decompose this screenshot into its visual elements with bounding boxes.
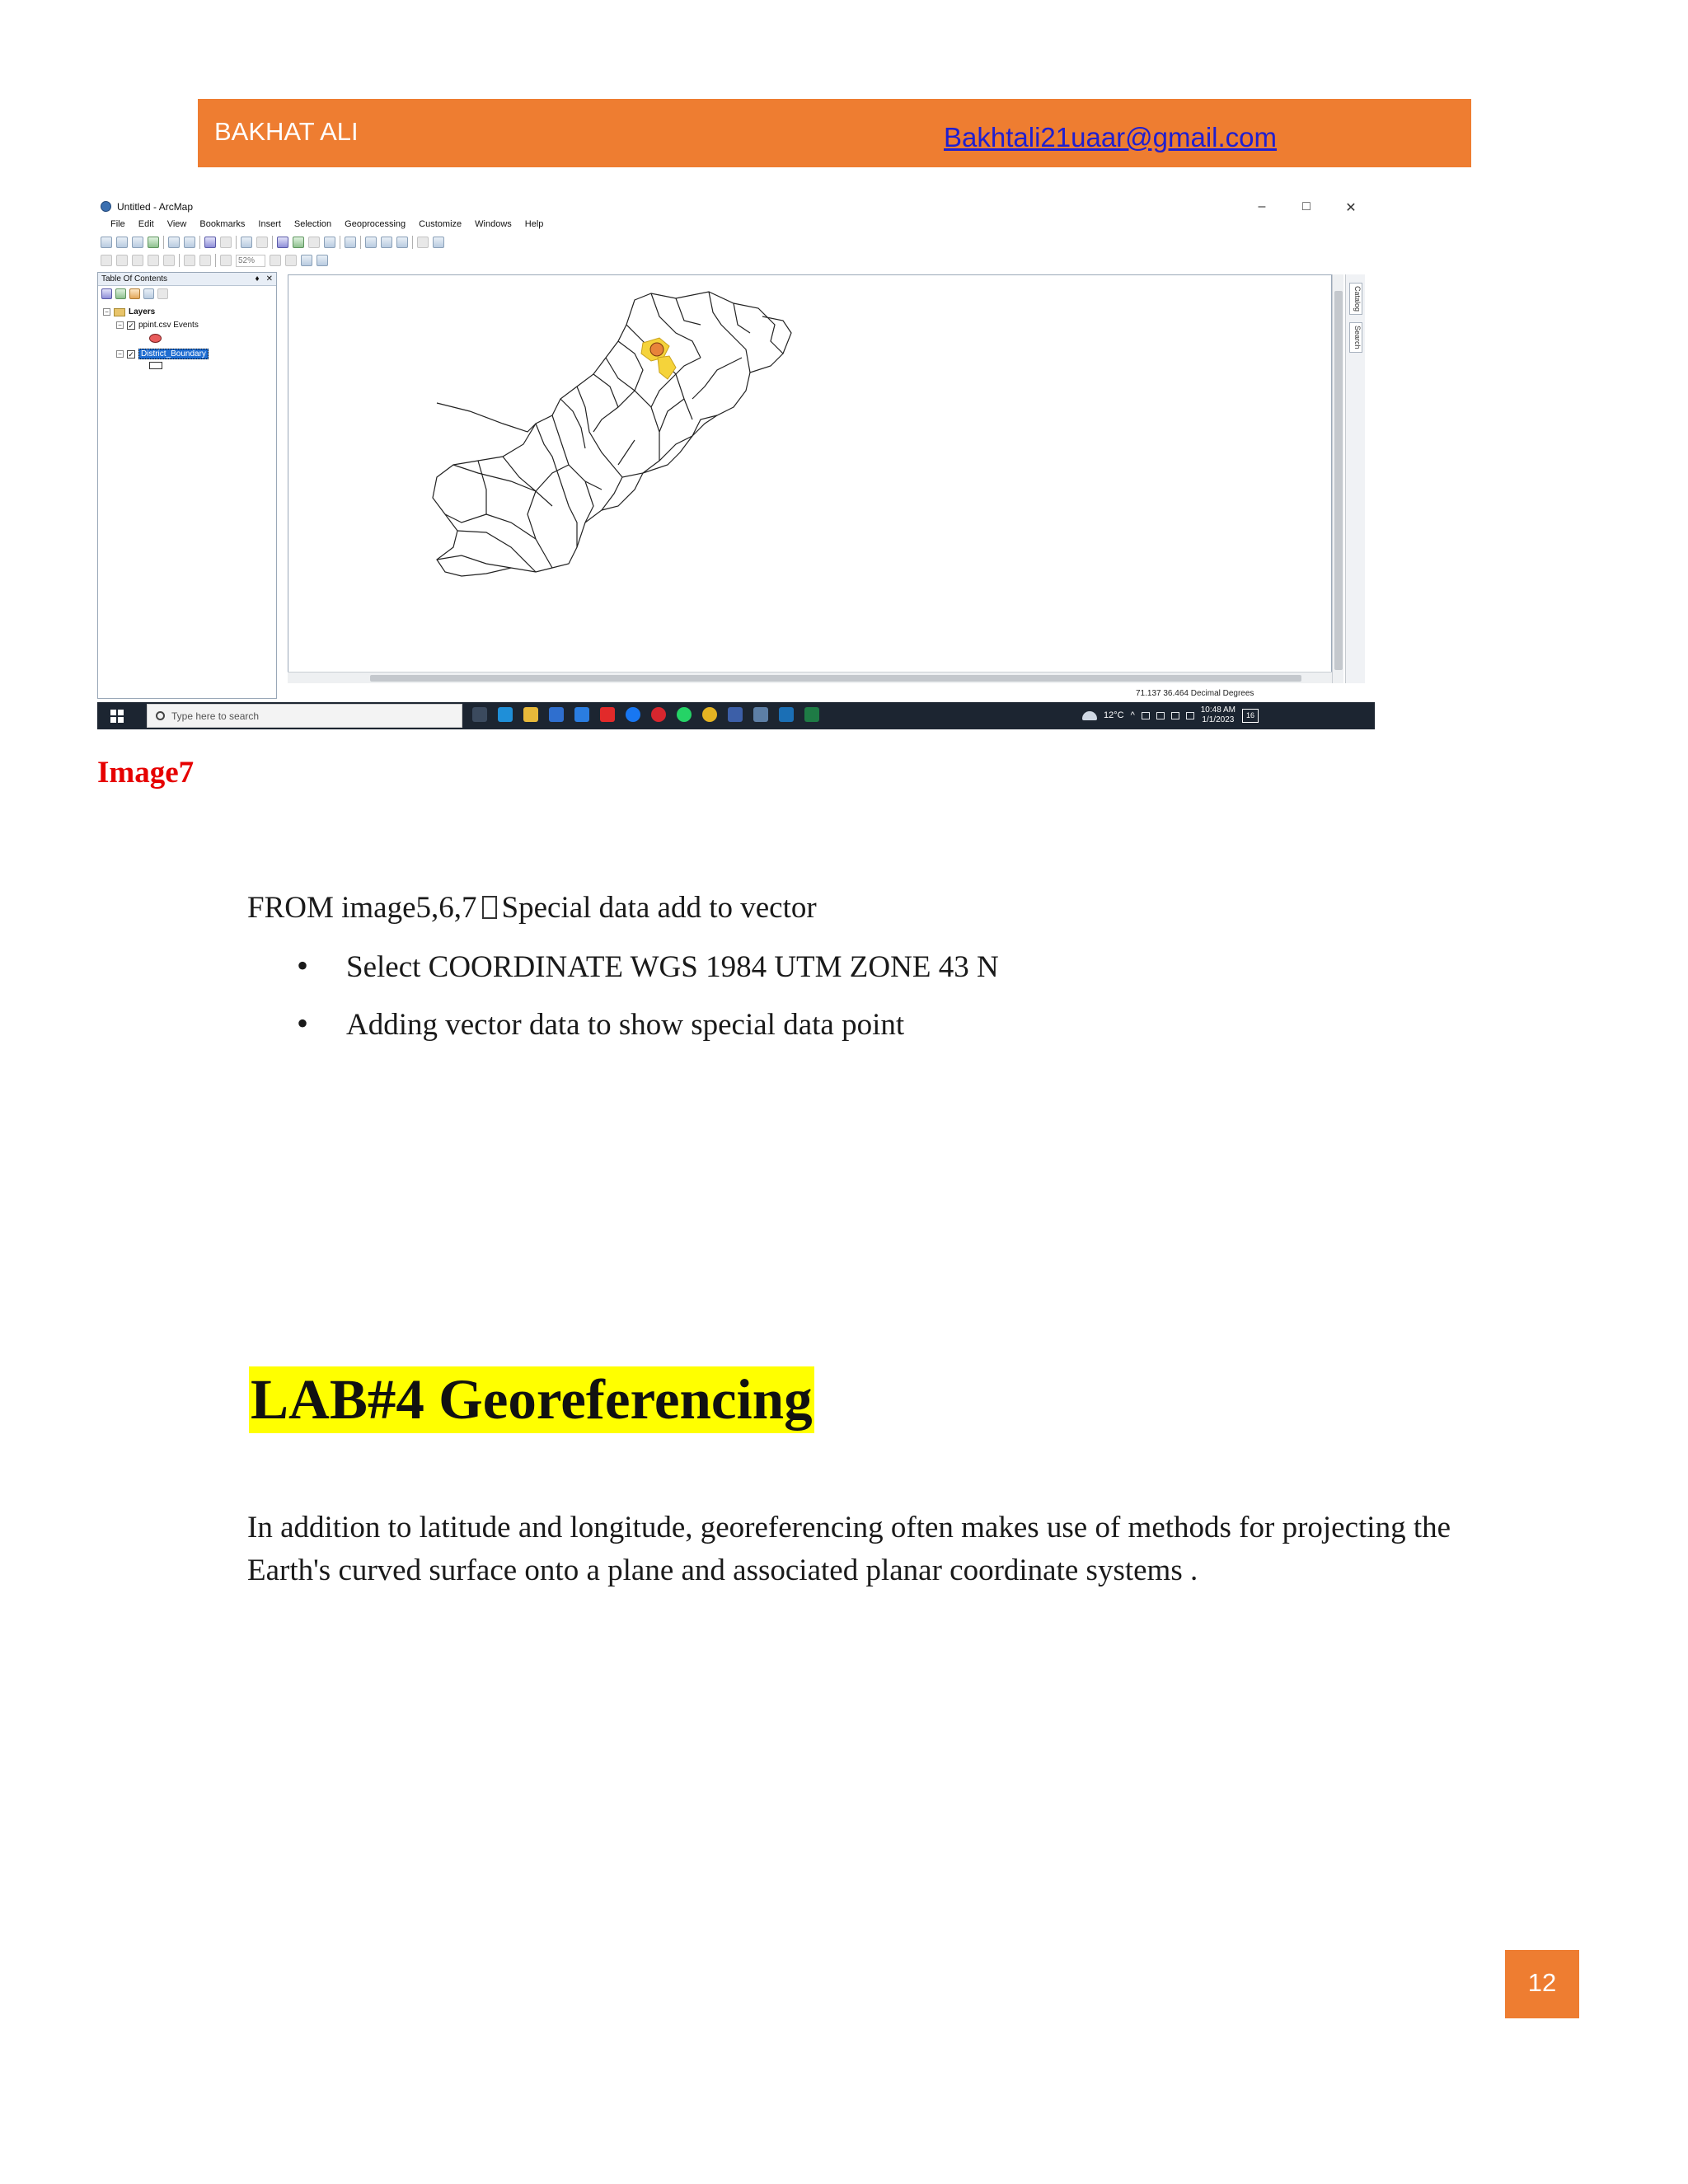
maximize-button[interactable]: □ xyxy=(1302,199,1311,213)
photos-icon[interactable] xyxy=(779,707,794,722)
catalog-tab[interactable]: Catalog xyxy=(1349,283,1362,315)
select-features-icon[interactable] xyxy=(241,237,252,248)
page-number-box xyxy=(1505,1950,1579,2018)
zoom-whole-page-icon[interactable] xyxy=(148,255,159,266)
table-of-contents-panel xyxy=(97,272,277,699)
word-app-icon[interactable] xyxy=(728,707,743,722)
list-by-source-icon[interactable] xyxy=(115,288,126,299)
focus-frame-icon[interactable] xyxy=(285,255,297,266)
bullet-dot-icon: • xyxy=(297,947,309,984)
scroll-thumb[interactable] xyxy=(1334,291,1343,670)
highlighted-districts xyxy=(641,338,676,379)
windows-taskbar xyxy=(97,702,1375,729)
edge-browser-icon[interactable] xyxy=(498,707,513,722)
map-vertical-scrollbar[interactable] xyxy=(1332,274,1343,683)
data-point-marker xyxy=(650,343,663,356)
weather-cloud-icon[interactable] xyxy=(1082,711,1097,720)
bullet-item: Select COORDINATE WGS 1984 UTM ZONE 43 N xyxy=(346,950,999,984)
bullet-item: Adding vector data to show special data point xyxy=(346,1008,905,1042)
header-email-link[interactable]: Bakhtali21uaar@gmail.com xyxy=(944,122,1278,152)
map-horizontal-scrollbar[interactable] xyxy=(288,672,1332,683)
temperature: 12°C xyxy=(1104,710,1124,720)
toc-title: Table Of Contents xyxy=(101,274,168,284)
find-route-icon[interactable] xyxy=(381,237,392,248)
toolbar-separator xyxy=(215,254,216,267)
toolbar-separator xyxy=(412,236,413,249)
fixed-zoom-out-icon[interactable] xyxy=(184,237,195,248)
time-slider-icon[interactable] xyxy=(417,237,429,248)
layout-zoom-in-icon[interactable] xyxy=(101,255,112,266)
menu-file[interactable]: File xyxy=(110,219,125,229)
previous-extent-icon[interactable] xyxy=(220,255,232,266)
mail-icon[interactable] xyxy=(574,707,589,722)
toc-header xyxy=(98,273,276,286)
select-elements-icon[interactable] xyxy=(277,237,288,248)
menu-help[interactable]: Help xyxy=(524,219,544,229)
toc-layer-points-label: ppint.csv Events xyxy=(138,321,199,330)
menu-customize[interactable]: Customize xyxy=(419,219,462,229)
figure-caption: Image7 xyxy=(97,756,195,790)
pinned-apps xyxy=(472,707,819,722)
measure-icon[interactable] xyxy=(345,237,356,248)
excel-icon[interactable] xyxy=(804,707,819,722)
zoom-out-icon[interactable] xyxy=(116,237,128,248)
arcmap-globe-icon xyxy=(101,201,111,212)
window-title: Untitled - ArcMap xyxy=(117,201,194,213)
map-canvas[interactable] xyxy=(288,275,1333,684)
data-driven-pages-icon[interactable] xyxy=(316,255,328,266)
menu-windows[interactable]: Windows xyxy=(475,219,512,229)
intro-line xyxy=(247,890,817,926)
toolbar-separator xyxy=(236,236,237,249)
point-symbol-icon[interactable] xyxy=(149,334,162,343)
window-controls xyxy=(1254,199,1358,216)
find-icon[interactable] xyxy=(365,237,377,248)
toc-options-icon[interactable] xyxy=(157,288,168,299)
toolbar-separator xyxy=(272,236,273,249)
layout-pan-icon[interactable] xyxy=(132,255,143,266)
menu-edit[interactable]: Edit xyxy=(138,219,154,229)
collapse-icon[interactable]: − xyxy=(116,321,124,329)
back-arrow-icon[interactable] xyxy=(204,237,216,248)
zoom-level-field[interactable]: 52% xyxy=(236,255,265,267)
toolbar-separator xyxy=(199,236,200,249)
header-band xyxy=(198,99,1471,167)
layers-icon xyxy=(114,308,125,316)
create-viewer-icon[interactable] xyxy=(433,237,444,248)
identify-icon[interactable] xyxy=(293,237,304,248)
fixed-zoom-out-layout-icon[interactable] xyxy=(199,255,211,266)
taskbar-search-placeholder: Type here to search xyxy=(171,710,260,722)
body-paragraph: In addition to latitude and longitude, georeferencing often makes use of methods for projecting the Earth's curved surface onto a plane and associated planar coordinate systems . xyxy=(247,1511,1451,1587)
task-view-icon[interactable] xyxy=(472,707,487,722)
minimize-button[interactable]: – xyxy=(1258,199,1266,213)
close-button[interactable]: ✕ xyxy=(1345,201,1357,215)
system-tray xyxy=(1082,705,1259,725)
menu-bar xyxy=(97,216,1375,232)
network-icon[interactable] xyxy=(1171,712,1179,719)
fixed-zoom-in-layout-icon[interactable] xyxy=(184,255,195,266)
clear-selection-icon[interactable] xyxy=(256,237,268,248)
youtube-icon[interactable] xyxy=(600,707,615,722)
standard-toolbar xyxy=(101,234,444,251)
menu-selection[interactable]: Selection xyxy=(293,219,332,229)
toggle-draft-icon[interactable] xyxy=(270,255,281,266)
arcmap-taskbar-icon[interactable] xyxy=(753,707,768,722)
layout-toolbar xyxy=(101,252,328,269)
facebook-icon[interactable] xyxy=(626,707,640,722)
onedrive-icon[interactable] xyxy=(1142,712,1150,719)
coordinate-readout: 71.137 36.464 Decimal Degrees xyxy=(1136,689,1254,698)
menu-view[interactable]: View xyxy=(166,219,187,229)
zoom-100-icon[interactable] xyxy=(163,255,175,266)
toc-toolbar xyxy=(98,286,276,302)
missing-glyph-icon xyxy=(482,896,497,919)
intro-text-before: FROM image5,6,7 xyxy=(247,891,477,925)
layer-visibility-checkbox[interactable]: ✓ xyxy=(128,321,134,330)
store-icon[interactable] xyxy=(549,707,564,722)
fixed-zoom-in-icon[interactable] xyxy=(168,237,180,248)
collapse-icon[interactable]: − xyxy=(103,308,110,316)
go-to-xy-icon[interactable] xyxy=(396,237,408,248)
clock-date: 1/1/2023 xyxy=(1202,715,1235,724)
toc-layer-districts-label: District_Boundary xyxy=(138,349,209,359)
hyperlink-icon[interactable] xyxy=(308,237,320,248)
clock-time: 10:48 AM xyxy=(1200,705,1236,715)
chrome-icon[interactable] xyxy=(702,707,717,722)
arcmap-screenshot xyxy=(97,198,1375,729)
search-tab[interactable]: Search xyxy=(1349,322,1362,353)
taskbar-clock[interactable] xyxy=(1201,705,1236,725)
toolbar-separator xyxy=(163,236,164,249)
window-titlebar xyxy=(97,198,1375,216)
pin-icon[interactable]: ♦ xyxy=(255,274,260,284)
volume-icon[interactable] xyxy=(1186,712,1194,719)
full-extent-icon[interactable] xyxy=(148,237,159,248)
menu-bookmarks[interactable]: Bookmarks xyxy=(199,219,246,229)
page-number: 12 xyxy=(1527,1968,1557,1997)
header-author: BAKHAT ALI xyxy=(214,117,359,146)
menu-geoprocessing[interactable]: Geoprocessing xyxy=(345,219,406,229)
layer-visibility-checkbox[interactable]: ✓ xyxy=(128,349,134,359)
opera-icon[interactable] xyxy=(651,707,666,722)
side-dock xyxy=(1345,274,1365,683)
toc-layer-districts[interactable] xyxy=(116,349,209,359)
intro-text-after: Special data add to vector xyxy=(501,891,817,925)
forward-arrow-icon[interactable] xyxy=(220,237,232,248)
chevron-up-icon[interactable]: ^ xyxy=(1130,710,1135,720)
battery-icon[interactable] xyxy=(1156,712,1165,719)
list-by-visibility-icon[interactable] xyxy=(129,288,140,299)
taskbar-search-box[interactable] xyxy=(147,704,462,728)
whatsapp-icon[interactable] xyxy=(677,707,692,722)
html-popup-icon[interactable] xyxy=(324,237,335,248)
toc-close-icon[interactable]: ✕ xyxy=(265,274,273,284)
bullet-dot-icon: • xyxy=(297,1005,309,1042)
toc-layers-root[interactable] xyxy=(103,307,155,316)
layout-zoom-out-icon[interactable] xyxy=(116,255,128,266)
menu-insert[interactable]: Insert xyxy=(258,219,281,229)
polygon-symbol-icon[interactable] xyxy=(149,362,162,369)
file-explorer-icon[interactable] xyxy=(523,707,538,722)
toc-layers-label: Layers xyxy=(129,307,156,316)
collapse-icon[interactable]: − xyxy=(116,350,124,358)
toolbar-separator xyxy=(179,254,180,267)
pan-icon[interactable] xyxy=(132,237,143,248)
scroll-thumb[interactable] xyxy=(370,675,1301,682)
zoom-in-icon[interactable] xyxy=(101,237,112,248)
list-by-selection-icon[interactable] xyxy=(143,288,154,299)
district-boundaries xyxy=(433,292,791,576)
change-layout-icon[interactable] xyxy=(301,255,312,266)
toc-layer-points[interactable] xyxy=(116,321,199,330)
section-heading: LAB#4 Georeferencing xyxy=(249,1366,814,1433)
search-icon xyxy=(156,711,165,720)
list-by-drawing-order-icon[interactable] xyxy=(101,288,112,299)
notification-badge[interactable]: 16 xyxy=(1242,709,1259,723)
toolbar-separator xyxy=(360,236,361,249)
windows-start-icon[interactable] xyxy=(110,710,124,723)
map-display[interactable] xyxy=(288,274,1332,683)
